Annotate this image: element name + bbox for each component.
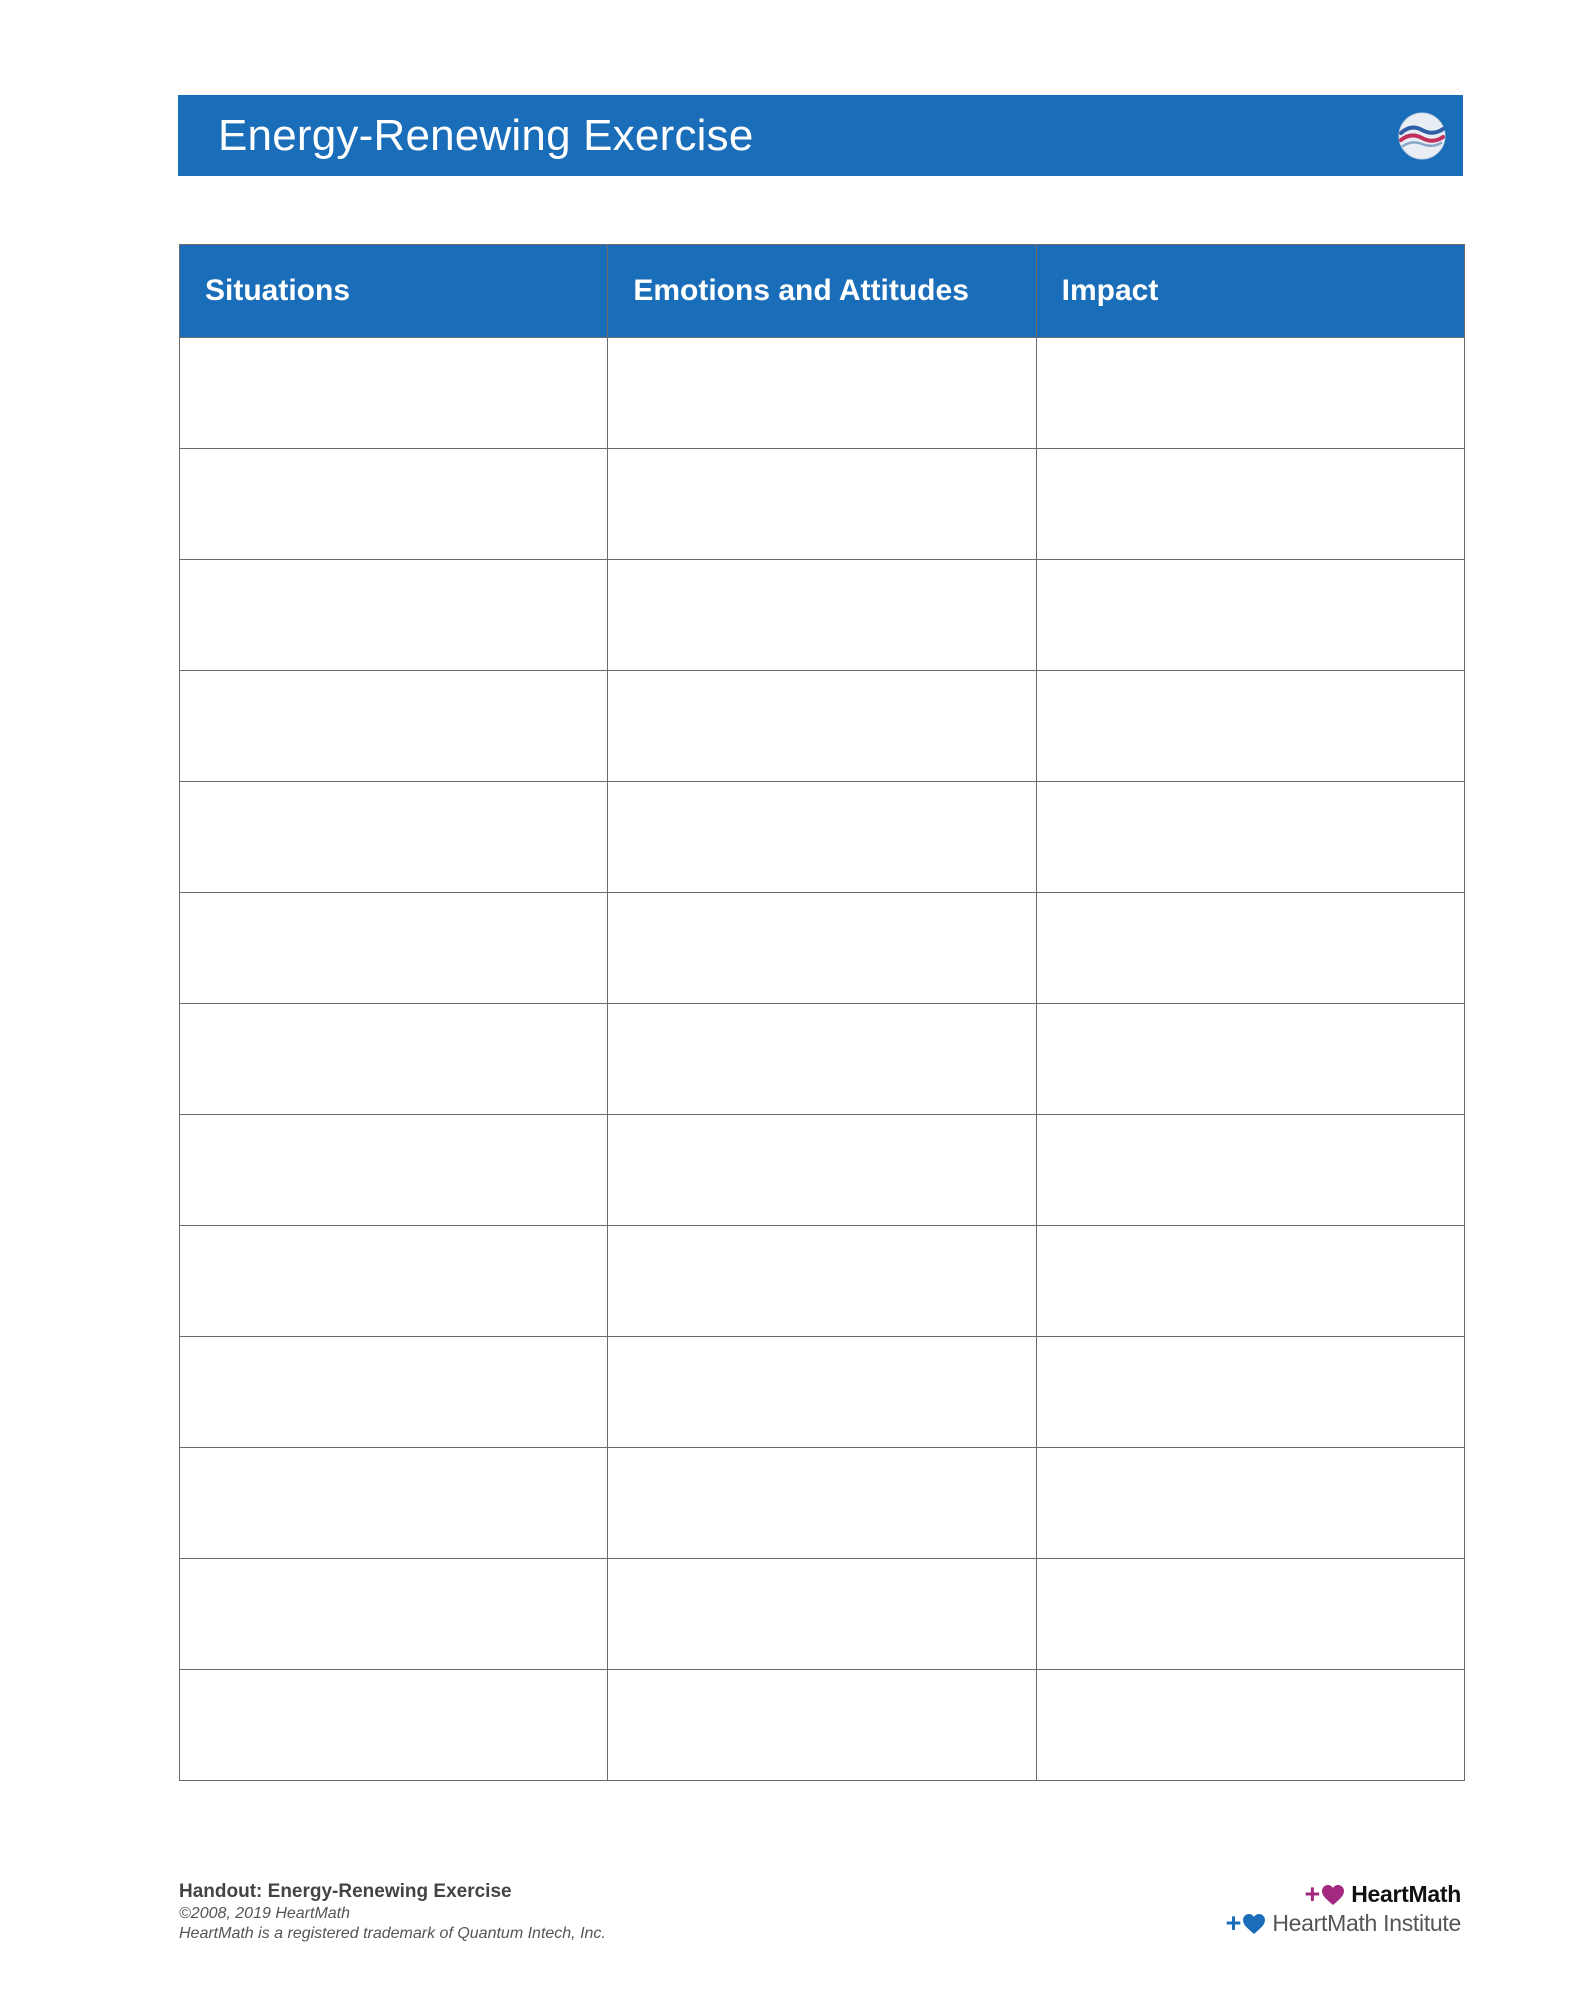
footer-handout-title: Handout: Energy-Renewing Exercise [179, 1881, 512, 1902]
emotions-cell[interactable] [608, 338, 1036, 449]
emotions-cell[interactable] [608, 560, 1036, 671]
brand-heartmath-institute: HeartMath Institute [1272, 1910, 1461, 1936]
situation-cell[interactable] [180, 1559, 608, 1670]
table-row [180, 1559, 1465, 1670]
plus-heart-icon: + [1226, 1910, 1267, 1937]
table-row [180, 1670, 1465, 1781]
footer-credits [179, 1880, 606, 1944]
emotions-cell[interactable] [608, 893, 1036, 1004]
emotions-cell[interactable] [608, 1115, 1036, 1226]
situation-cell[interactable] [180, 671, 608, 782]
worksheet-table [179, 244, 1465, 1781]
emotions-cell[interactable] [608, 671, 1036, 782]
impact-cell[interactable] [1036, 1337, 1464, 1448]
plus-heart-icon: + [1304, 1881, 1345, 1908]
impact-cell[interactable] [1036, 1226, 1464, 1337]
impact-cell[interactable] [1036, 893, 1464, 1004]
document-title: Energy-Renewing Exercise [218, 111, 754, 160]
situation-cell[interactable] [180, 1448, 608, 1559]
impact-cell[interactable] [1036, 1670, 1464, 1781]
globe-logo-icon [1397, 111, 1447, 161]
situation-cell[interactable] [180, 560, 608, 671]
table-row [180, 1115, 1465, 1226]
impact-cell[interactable] [1036, 560, 1464, 671]
emotions-cell[interactable] [608, 1226, 1036, 1337]
situation-cell[interactable] [180, 1670, 608, 1781]
situation-cell[interactable] [180, 1226, 608, 1337]
situation-cell[interactable] [180, 1004, 608, 1115]
heartmath-institute-logo [1226, 1909, 1461, 1938]
impact-cell[interactable] [1036, 1559, 1464, 1670]
column-header-situations: Situations [180, 245, 608, 338]
emotions-cell[interactable] [608, 782, 1036, 893]
title-banner [178, 95, 1463, 176]
situation-cell[interactable] [180, 782, 608, 893]
brand-heartmath: HeartMath [1351, 1881, 1461, 1907]
table-row [180, 1448, 1465, 1559]
table-row [180, 1004, 1465, 1115]
impact-cell[interactable] [1036, 1115, 1464, 1226]
table-row [180, 893, 1465, 1004]
heartmath-logo [1226, 1880, 1461, 1909]
situation-cell[interactable] [180, 1337, 608, 1448]
situation-cell[interactable] [180, 449, 608, 560]
footer-copyright: ©2008, 2019 HeartMath [179, 1904, 351, 1922]
emotions-cell[interactable] [608, 449, 1036, 560]
brand-logos [1226, 1880, 1461, 1938]
emotions-cell[interactable] [608, 1004, 1036, 1115]
situation-cell[interactable] [180, 338, 608, 449]
emotions-cell[interactable] [608, 1559, 1036, 1670]
impact-cell[interactable] [1036, 1004, 1464, 1115]
table-header-row [180, 245, 1465, 338]
situation-cell[interactable] [180, 893, 608, 1004]
impact-cell[interactable] [1036, 671, 1464, 782]
table-row [180, 449, 1465, 560]
footer-trademark: HeartMath is a registered trademark of Quantum Intech, Inc. [179, 1924, 606, 1942]
emotions-cell[interactable] [608, 1448, 1036, 1559]
impact-cell[interactable] [1036, 338, 1464, 449]
table-row [180, 1337, 1465, 1448]
table-row [180, 671, 1465, 782]
table-row [180, 338, 1465, 449]
table-row [180, 1226, 1465, 1337]
emotions-cell[interactable] [608, 1337, 1036, 1448]
table-row [180, 782, 1465, 893]
impact-cell[interactable] [1036, 1448, 1464, 1559]
column-header-emotions-and-attitudes: Emotions and Attitudes [608, 245, 1036, 338]
impact-cell[interactable] [1036, 449, 1464, 560]
table-row [180, 560, 1465, 671]
impact-cell[interactable] [1036, 782, 1464, 893]
emotions-cell[interactable] [608, 1670, 1036, 1781]
situation-cell[interactable] [180, 1115, 608, 1226]
column-header-impact: Impact [1036, 245, 1464, 338]
